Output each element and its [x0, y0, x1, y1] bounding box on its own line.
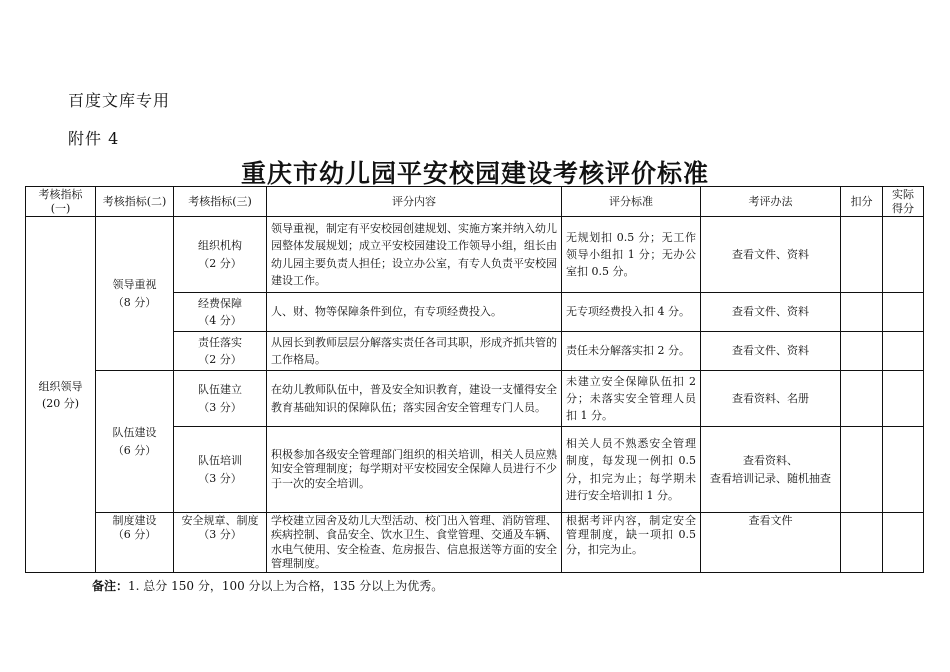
level3-score: （3 分）: [198, 400, 242, 414]
level1-name: 组织领导: [38, 379, 83, 393]
level2-name: 领导重视: [112, 278, 157, 292]
content-cell: 积极参加各级安全管理部门组织的相关培训，相关人员应熟知安全管理制度；每学期对平安校园安全保障人员进行不少于一次的安全培训。: [267, 427, 562, 513]
attachment-label: 附件 4: [68, 129, 120, 148]
level2-score: （6 分）: [112, 528, 157, 542]
table-header-row: [26, 187, 924, 217]
deduction-cell: [841, 371, 883, 427]
level3-cell: [174, 513, 267, 573]
level3-cell: [174, 332, 267, 371]
level2-cell: [96, 217, 174, 371]
method-cell: 查看文件: [701, 513, 841, 573]
score-cell: [883, 513, 924, 573]
score-cell: [883, 371, 924, 427]
standard-cell: 相关人员不熟悉安全管理制度，每发现一例扣 0.5 分，扣完为止；每学期未进行安全培训扣 1 分。: [562, 427, 701, 513]
deduction-cell: [841, 332, 883, 371]
table-row: [26, 513, 924, 573]
level3-score: （3 分）: [198, 528, 242, 542]
level3-score: （2 分）: [198, 353, 242, 366]
score-cell: [883, 293, 924, 332]
score-cell: [883, 427, 924, 513]
level3-cell: [174, 371, 267, 427]
standard-cell: 责任未分解落实扣 2 分。: [562, 332, 701, 371]
level2-cell: [96, 371, 174, 513]
standard-cell: 无规划扣 0.5 分；无工作领导小组扣 1 分；无办公室扣 0.5 分。: [562, 217, 701, 293]
column-header: 考核指标(一): [26, 187, 96, 217]
footnote: [92, 577, 443, 594]
method-cell: 查看文件、资料: [701, 332, 841, 371]
deduction-cell: [841, 293, 883, 332]
level3-name: 责任落实: [198, 335, 242, 349]
method-line: 查看培训记录、随机抽查: [710, 471, 831, 485]
deduction-cell: [841, 513, 883, 573]
footnote-label: 备注：: [92, 579, 129, 593]
score-cell: [883, 332, 924, 371]
watermark-header: 百度文库专用: [68, 91, 171, 110]
standard-cell: 根据考评内容，制定安全管理制度，缺一项扣 0.5 分，扣完为止。: [562, 513, 701, 573]
content-cell: 在幼儿教师队伍中，普及安全知识教育，建设一支懂得安全教育基础知识的保障队伍；落实园舍安全管理专门人员。: [267, 371, 562, 427]
level3-name: 经费保障: [198, 296, 242, 310]
document-title: 重庆市幼儿园平安校园建设考核评价标准: [240, 159, 709, 188]
level3-score: （2 分）: [198, 256, 242, 270]
method-cell: [701, 427, 841, 513]
column-header: 扣分: [841, 187, 883, 217]
level3-cell: [174, 217, 267, 293]
column-header: 考核指标(三): [174, 187, 267, 217]
content-cell: 学校建立园舍及幼儿大型活动、校门出入管理、消防管理、疾病控制、食品安全、饮水卫生、食堂管理、交通及车辆、水电气使用、安全检查、危房报告、信息报送等方面的安全管理制度。: [267, 513, 562, 573]
level2-score: （6 分）: [112, 443, 157, 457]
level3-score: （4 分）: [198, 314, 242, 327]
level3-name: 组织机构: [198, 239, 242, 253]
level1-score: (20 分): [41, 396, 80, 410]
content-cell: 领导重视，制定有平安校园创建规划、实施方案并纳入幼儿园整体发展规划；成立平安校园建设工作领导小组，组长由幼儿园主要负责人担任；设立办公室，有专人负责平安校园建设工作。: [267, 217, 562, 293]
level3-cell: [174, 427, 267, 513]
level3-cell: [174, 293, 267, 332]
column-header: 考核指标(二): [96, 187, 174, 217]
table-row: [26, 217, 924, 293]
level2-cell: [96, 513, 174, 573]
deduction-cell: [841, 217, 883, 293]
score-cell: [883, 217, 924, 293]
standard-cell: 无专项经费投入扣 4 分。: [562, 293, 701, 332]
column-header: 考评办法: [701, 187, 841, 217]
table-row: [26, 371, 924, 427]
column-header: 评分标准: [562, 187, 701, 217]
evaluation-table: [25, 186, 924, 573]
level2-score: （8 分）: [112, 295, 157, 309]
method-cell: 查看文件、资料: [701, 293, 841, 332]
footnote-text: 1. 总分 150 分，100 分以上为合格，135 分以上为优秀。: [128, 579, 444, 593]
deduction-cell: [841, 427, 883, 513]
content-cell: 人、财、物等保障条件到位，有专项经费投入。: [267, 293, 562, 332]
level1-cell: [26, 217, 96, 573]
level3-name: 队伍建立: [198, 383, 242, 397]
method-cell: 查看文件、资料: [701, 217, 841, 293]
level3-name: 安全规章、制度: [181, 514, 259, 527]
column-header: 评分内容: [267, 187, 562, 217]
column-header: 实际得分: [883, 187, 924, 217]
level2-name: 队伍建设: [112, 426, 157, 440]
level2-name: 制度建设: [112, 514, 157, 527]
standard-cell: 未建立安全保障队伍扣 2 分；未落实安全管理人员扣 1 分。: [562, 371, 701, 427]
content-cell: 从园长到教师层层分解落实责任各司其职，形成齐抓共管的工作格局。: [267, 332, 562, 371]
level3-name: 队伍培训: [198, 454, 242, 468]
method-line: 查看资料、: [743, 454, 798, 468]
level3-score: （3 分）: [198, 471, 242, 485]
method-cell: 查看资料、名册: [701, 371, 841, 427]
